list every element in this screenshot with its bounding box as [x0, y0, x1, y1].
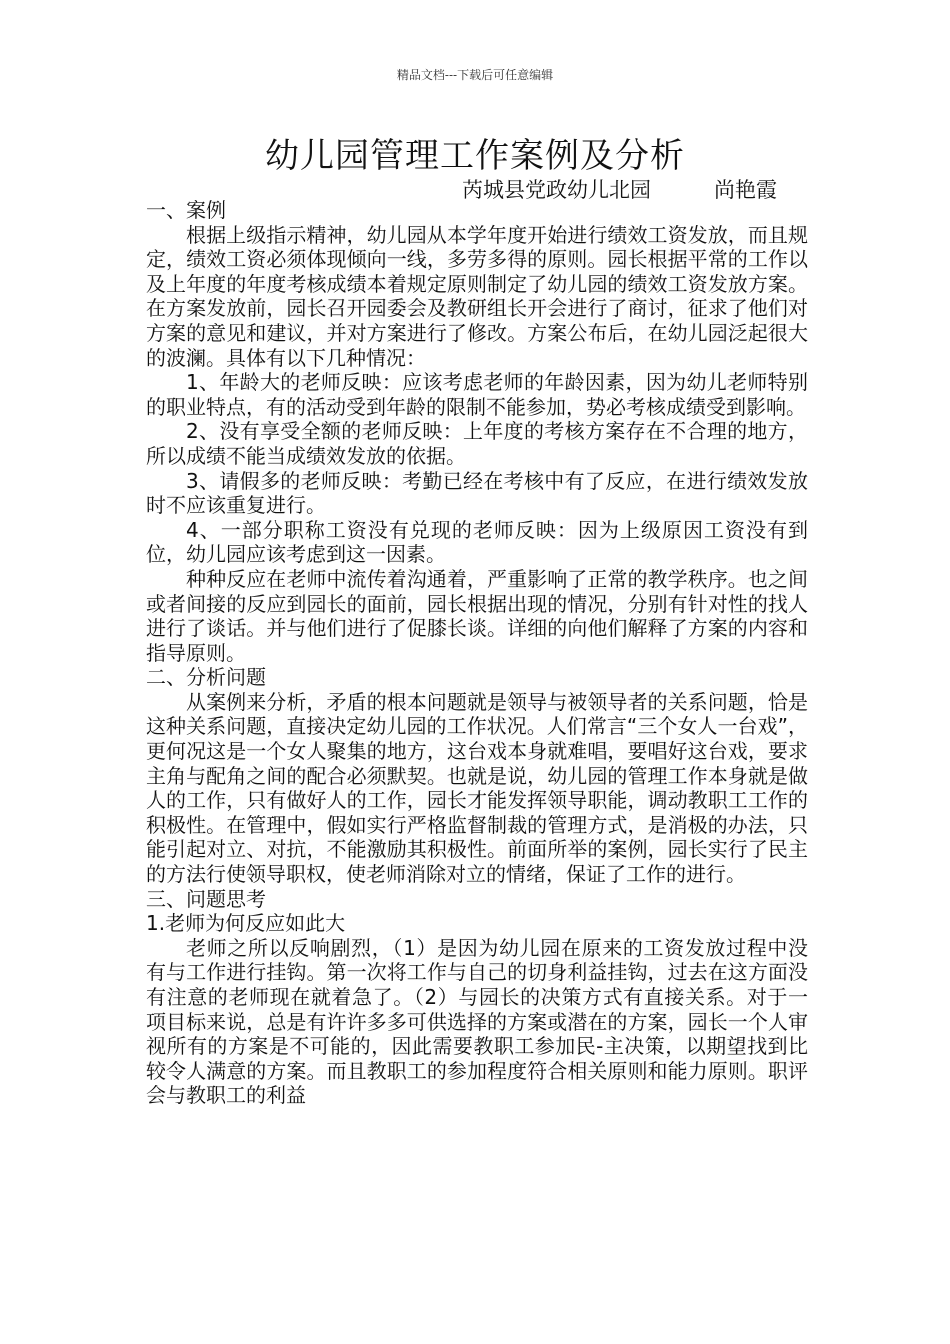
- author-byline: 芮城县党政幼儿北园 尚艳霞: [462, 178, 777, 202]
- document-body: [146, 198, 808, 1108]
- body-paragraph: 根据上级指示精神，幼儿园从本学年度开始进行绩效工资发放，而且规定，绩效工资必须体现倾向一线，多劳多得的原则。园长根据平常的工作以及上年度的年度考核成绩本着规定原则制定了幼儿园的绩效工资发放方案。在方案发放前，园长召开园委会及教研组长开会进行了商讨，征求了他们对方案的意见和建议，并对方案进行了修改。方案公布后，在幼儿园泛起很大的波澜。具体有以下几种情况：: [146, 222, 808, 370]
- body-paragraph: 4、一部分职称工资没有兑现的老师反映：因为上级原因工资没有到位，幼儿园应该考虑到这一因素。: [146, 517, 808, 567]
- section-heading: 三、问题思考: [146, 886, 266, 911]
- section-heading: 一、案例: [146, 198, 226, 222]
- document-title: 幼儿园管理工作案例及分析: [265, 136, 685, 176]
- body-paragraph: 老师之所以反响剧烈，（1）是因为幼儿园在原来的工资发放过程中没有与工作进行挂钩。第一次将工作与自己的切身利益挂钩，过去在这方面没有注意的老师现在就着急了。（2）与园长的决策方式有直接关系。对于一项目标来说，总是有许许多多可供选择的方案或潜在的方案，园长一个人审视所有的方案是不可能的，因此需要教职工参加民-主决策，以期望找到比较令人满意的方案。而且教职工的参加程度符合相关原则和能力原则。职评会与教职工的利益: [146, 935, 808, 1108]
- body-paragraph: 从案例来分析，矛盾的根本问题就是领导与被领导者的关系问题，恰是这种关系问题，直接决定幼儿园的工作状况。人们常言“三个女人一台戏”，更何况这是一个女人聚集的地方，这台戏本身就难唱，要唱好这台戏，要求主角与配角之间的配合必须默契。也就是说，幼儿园的管理工作本身就是做人的工作，只有做好人的工作，园长才能发挥领导职能，调动教职工工作的积极性。在管理中，假如实行严格监督制裁的管理方式，是消极的办法，只能引起对立、对抗，不能激励其积极性。前面所举的案例，园长实行了民主的方法行使领导职权，使老师消除对立的情绪，保证了工作的进行。: [146, 689, 808, 887]
- subsection-heading: 1.老师为何反应如此大: [146, 911, 346, 936]
- body-paragraph: 种种反应在老师中流传着沟通着，严重影响了正常的教学秩序。也之间或者间接的反应到园长的面前，园长根据出现的情况，分别有针对性的找人进行了谈话。并与他们进行了促膝长谈。详细的向他们解释了方案的内容和指导原则。: [146, 566, 808, 665]
- body-paragraph: 3、请假多的老师反映：考勤已经在考核中有了反应，在进行绩效发放时不应该重复进行。: [146, 468, 808, 518]
- header-note: 精品文档---下载后可任意编辑: [396, 68, 554, 82]
- body-paragraph: 2、没有享受全额的老师反映：上年度的考核方案存在不合理的地方，所以成绩不能当成绩效发放的依据。: [146, 419, 808, 468]
- section-heading: 二、分析问题: [146, 665, 266, 690]
- body-paragraph: 1、年龄大的老师反映：应该考虑老师的年龄因素，因为幼儿老师特别的职业特点，有的活动受到年龄的限制不能参加，势必考核成绩受到影响。: [146, 370, 808, 419]
